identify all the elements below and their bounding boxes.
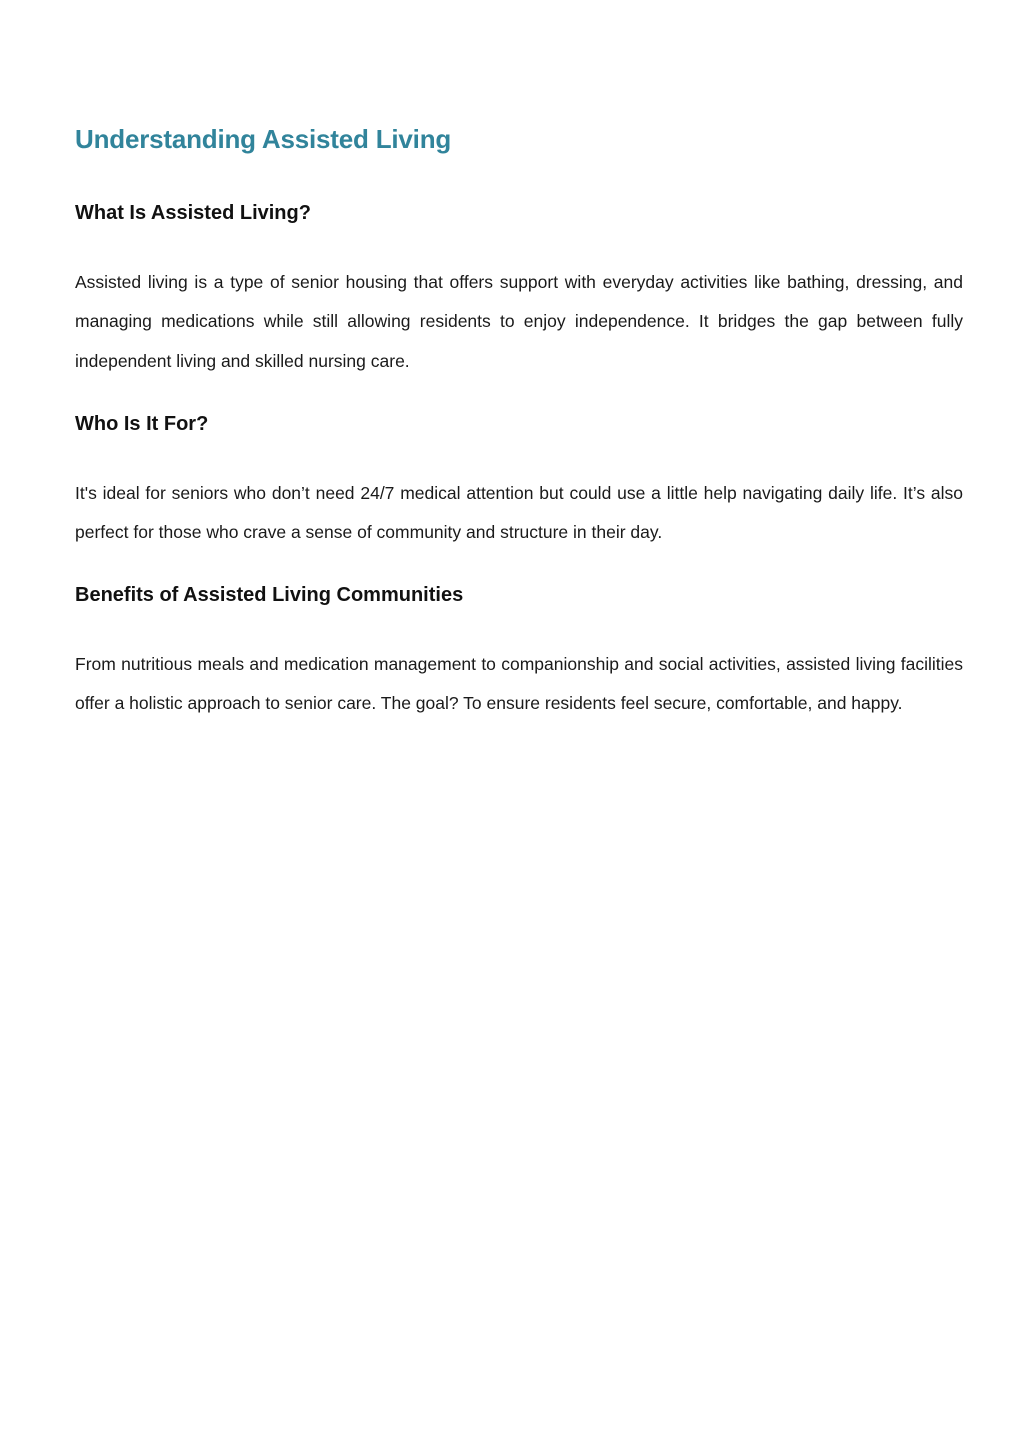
section-heading-what-is-assisted-living: What Is Assisted Living? [75,202,311,224]
section-body-who-is-it-for: It's ideal for seniors who don’t need 24/7 medical attention but could use a little help navigating daily life. It’s also perfect for those who crave a sense of community and structure in their day. [75,483,963,543]
section-heading-benefits: Benefits of Assisted Living Communities [75,584,464,606]
section-body-what-is-assisted-living: Assisted living is a type of senior housing that offers support with everyday activities like bathing, dressing, and managing medications while still allowing residents to enjoy independence. It bridges the gap between fully independent living and skilled nursing care. [75,272,963,371]
section-heading-who-is-it-for: Who Is It For? [75,413,209,435]
section-body-benefits: From nutritious meals and medication management to companionship and social activities, assisted living facilities offer a holistic approach to senior care. The goal? To ensure residents feel secure, comfortable, and happy. [75,654,963,714]
page-title: Understanding Assisted Living [75,124,452,154]
